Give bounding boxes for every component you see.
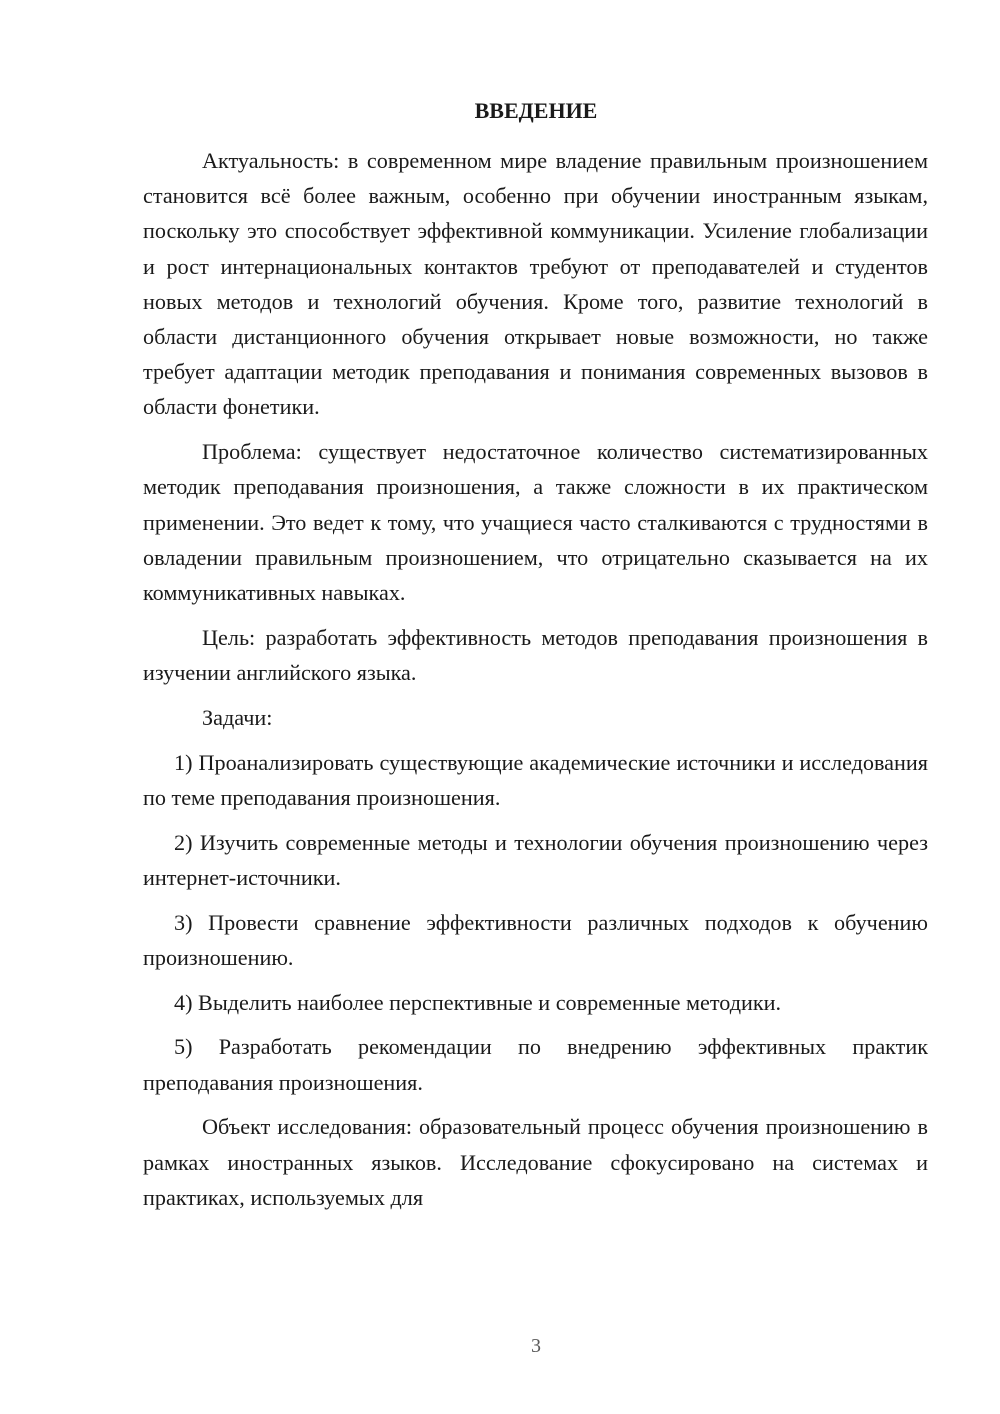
task-item-5: 5) Разработать рекомендации по внедрению эффективных практик преподавания произношения. xyxy=(143,1034,928,1095)
task-item-1: 1) Проанализировать существующие академические источники и исследования по теме преподавания произношения. xyxy=(143,749,928,810)
task-item-2: 2) Изучить современные методы и технологии обучения произношению через интернет-источники. xyxy=(143,829,928,890)
relevance-paragraph: Актуальность: в современном мире владение правильным произношением становится всё более важным, особенно при обучении иностранным языкам, поскольку это способствует эффективной коммуникации. Усиление глобализации и рост интернациональных контактов требуют от преподавателей и студентов новых методов и технологий обучения. Кроме того, развитие технологий в области дистанционного обучения открывает новые возможности, но также требует адаптации методик преподавания и понимания современных вызовов в области фонетики. xyxy=(143,148,928,420)
section-heading: ВВЕДЕНИЕ xyxy=(474,98,598,123)
task-item-4: 4) Выделить наиболее перспективные и современные методики. xyxy=(174,989,782,1015)
tasks-label: Задачи: xyxy=(202,704,273,730)
document-body xyxy=(143,143,928,1225)
page-number: 3 xyxy=(531,1335,541,1357)
task-item-3: 3) Провести сравнение эффективности различных подходов к обучению произношению. xyxy=(143,909,928,970)
goal-paragraph: Цель: разработать эффективность методов преподавания произношения в изучении английского языка. xyxy=(143,624,928,686)
object-paragraph: Объект исследования: образовательный процесс обучения произношению в рамках иностранных языков. Исследование сфокусировано на системах и практиках, используемых для xyxy=(143,1114,928,1210)
problem-paragraph: Проблема: существует недостаточное количество систематизированных методик преподавания произношения, а также сложности в их практическом применении. Это ведет к тому, что учащиеся часто сталкиваются с трудностями в овладении правильным произношением, что отрицательно сказывается на их коммуникативных навыках. xyxy=(143,439,928,606)
